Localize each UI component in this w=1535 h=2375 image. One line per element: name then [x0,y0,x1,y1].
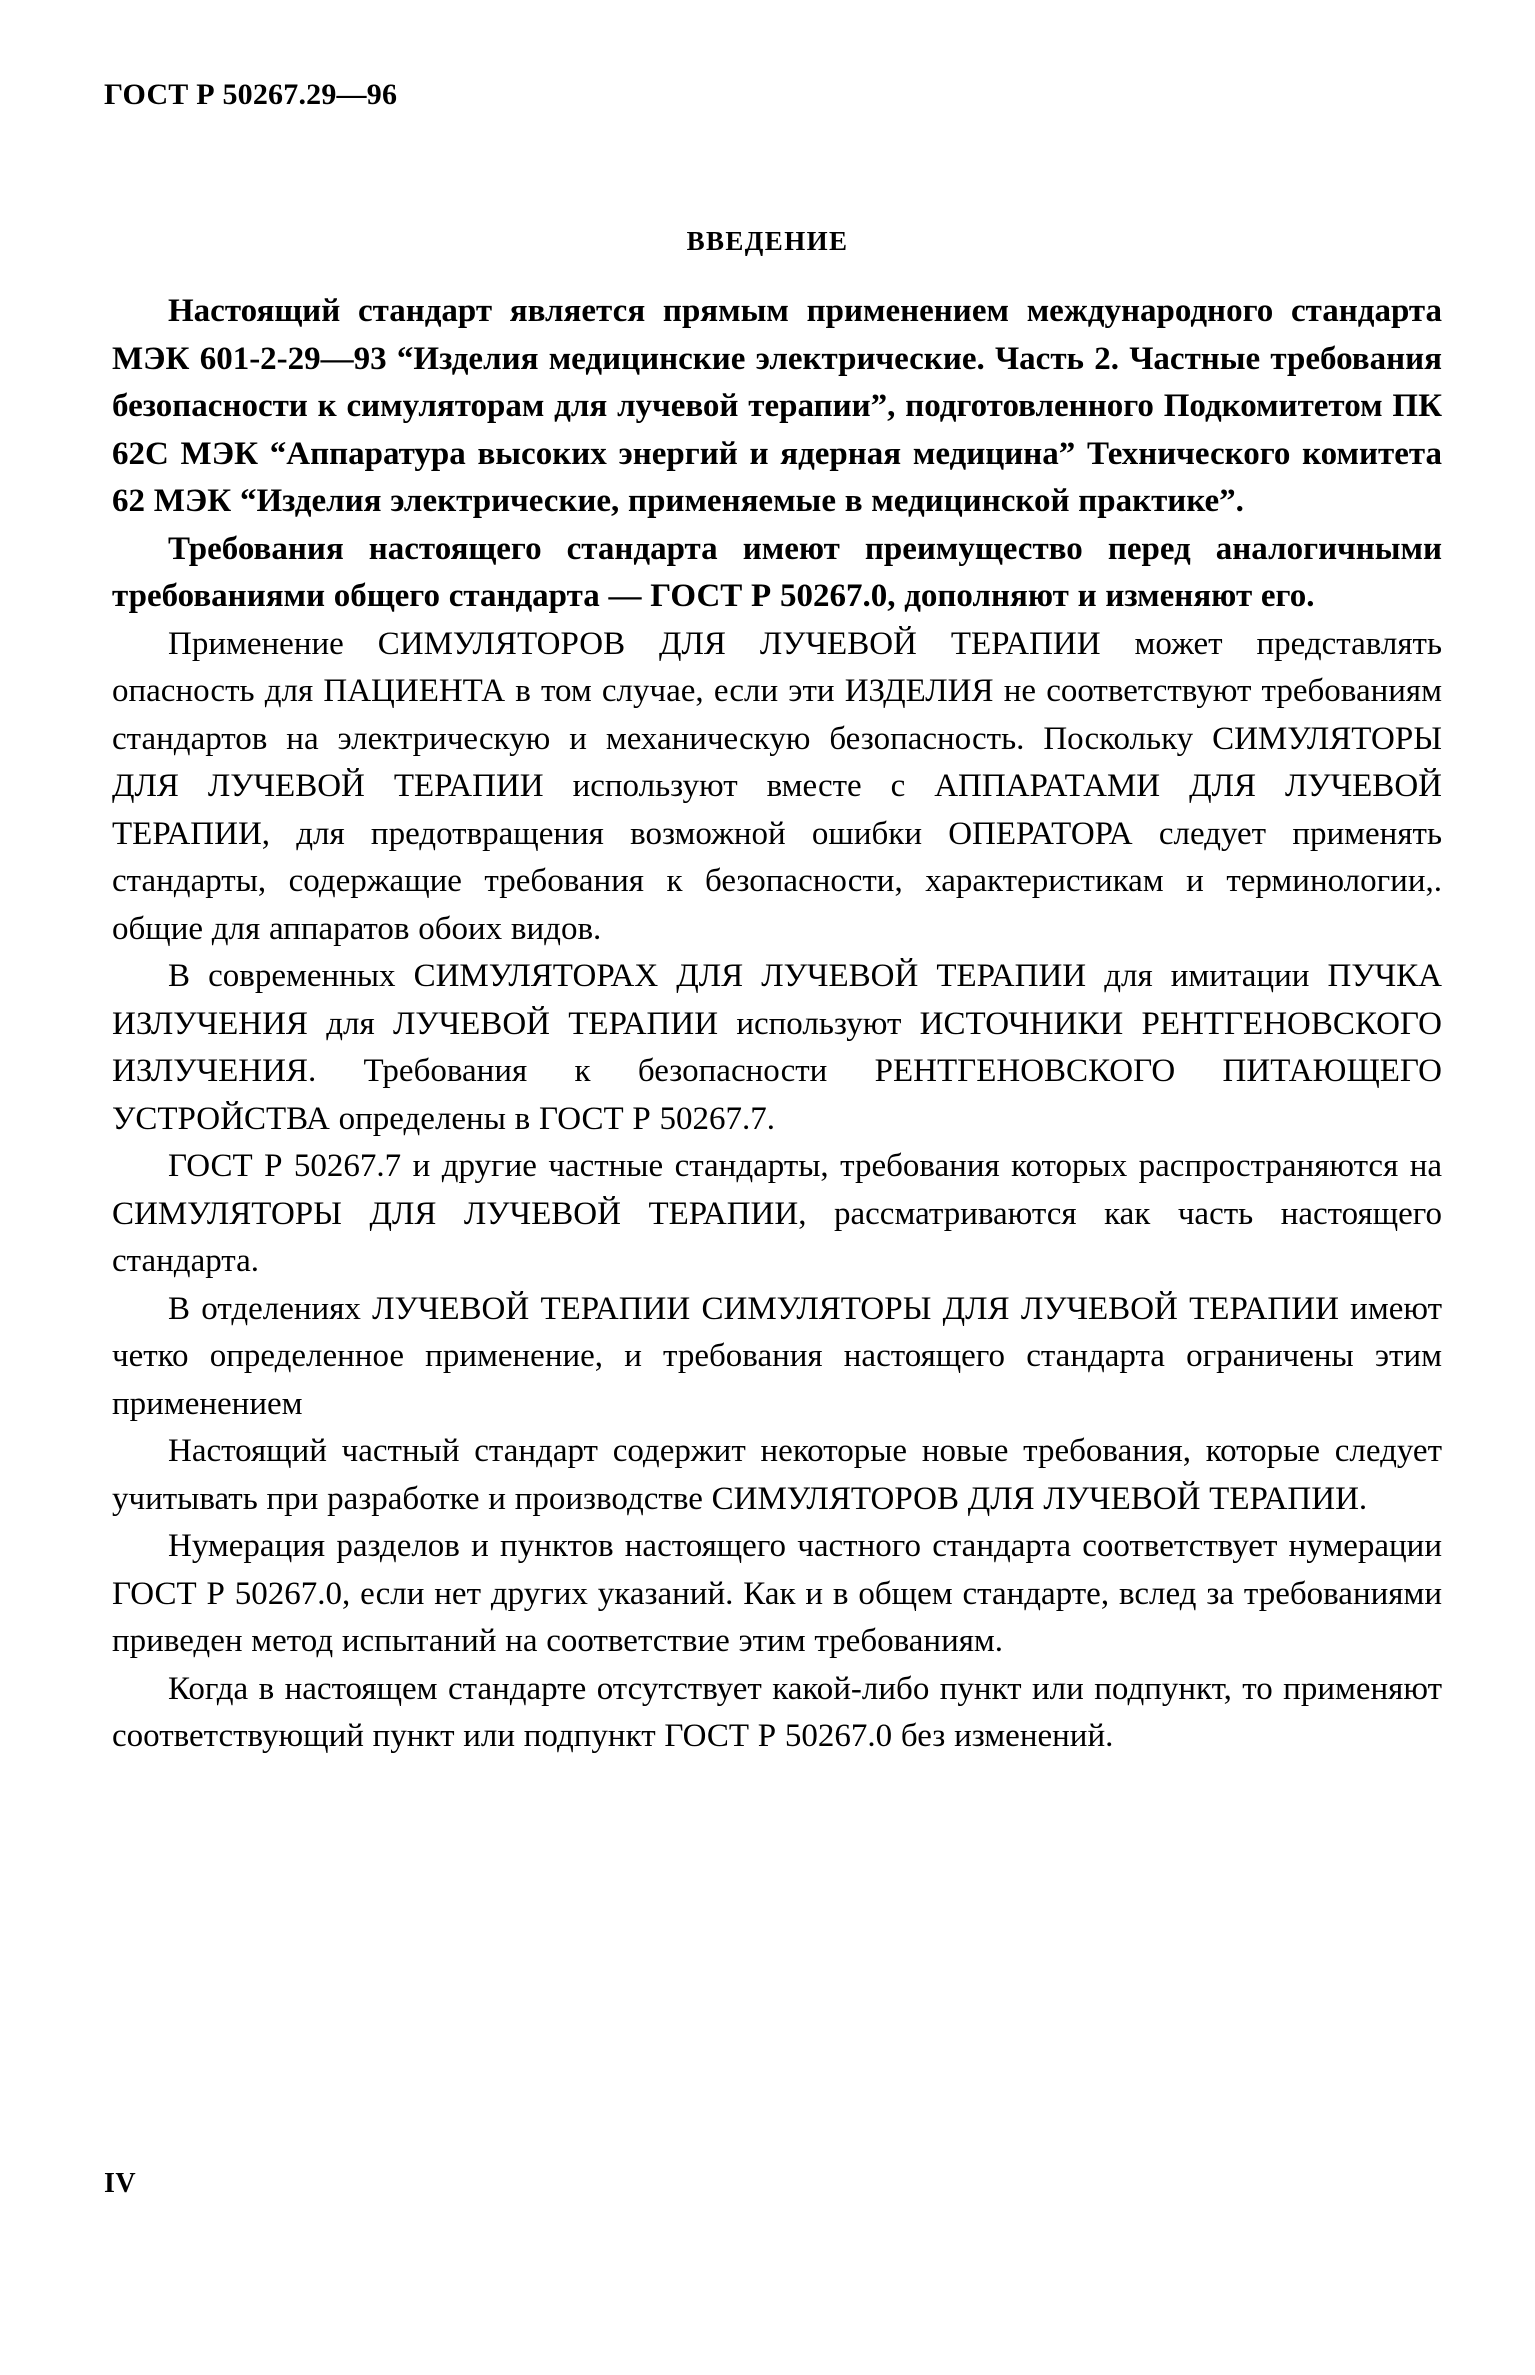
paragraph: Когда в настоящем стандарте отсутствует какой-либо пункт или подпункт, то применяют соответствующий пункт или подпункт ГОСТ Р 50267.0 без изменений. [112,1670,1442,1754]
paragraph: Требования настоящего стандарта имеют преимущество перед аналогичными требованиями общего стандарта — ГОСТ Р 50267.0, дополняют и изменяют его. [112,530,1442,614]
page-number: IV [104,2168,137,2199]
running-header-standard-code: ГОСТ Р 50267.29—96 [104,78,398,111]
paragraph: Применение СИМУЛЯТОРОВ ДЛЯ ЛУЧЕВОЙ ТЕРАПИИ может представлять опасность для ПАЦИЕНТА в том случае, если эти ИЗДЕЛИЯ не соответствуют требованиям стандартов на электрическую и механическую безопасность. Поскольку СИМУЛЯТОРЫ ДЛЯ ЛУЧЕВОЙ ТЕРАПИИ используют вместе с АППАРАТАМИ ДЛЯ ЛУЧЕВОЙ ТЕРАПИИ, для предотвращения возможной ошибки ОПЕРАТОРА следует применять стандарты, содержащие требования к безопасности, характеристикам и терминологии,. общие для аппаратов обоих видов. [112,625,1442,947]
paragraph: Настоящий стандарт является прямым применением международного стандарта МЭК 601-2-29—93 “Изделия медицинские электрические. Часть 2. Частные требования безопасности к симуляторам для лучевой терапии”, подготовленного Подкомитетом ПК 62С МЭК “Аппаратура высоких энергий и ядерная медицина” Технического комитета 62 МЭК “Изделия электрические, применяемые в медицинской практике”. [112,293,1442,519]
paragraph: ГОСТ Р 50267.7 и другие частные стандарты, требования которых распространяются на СИМУЛЯТОРЫ ДЛЯ ЛУЧЕВОЙ ТЕРАПИИ, рассматриваются как часть настоящего стандарта. [112,1148,1442,1279]
paragraph: Настоящий частный стандарт содержит некоторые новые требования, которые следует учитывать при разработке и производстве СИМУЛЯТОРОВ ДЛЯ ЛУЧЕВОЙ ТЕРАПИИ. [112,1433,1442,1517]
paragraph: В отделениях ЛУЧЕВОЙ ТЕРАПИИ СИМУЛЯТОРЫ ДЛЯ ЛУЧЕВОЙ ТЕРАПИИ имеют четко определенное применение, и требования настоящего стандарта ограничены этим применением [112,1290,1442,1422]
page-title: ВВЕДЕНИЕ [686,226,849,257]
paragraph: В современных СИМУЛЯТОРАХ ДЛЯ ЛУЧЕВОЙ ТЕРАПИИ для имитации ПУЧКА ИЗЛУЧЕНИЯ для ЛУЧЕВОЙ ТЕРАПИИ используют ИСТОЧНИКИ РЕНТГЕНОВСКОГО ИЗЛУЧЕНИЯ. Требования к безопасности РЕНТГЕНОВСКОГО ПИТАЮЩЕГО УСТРОЙСТВА определены в ГОСТ Р 50267.7. [112,958,1442,1137]
paragraph: Нумерация разделов и пунктов настоящего частного стандарта соответствует нумерации ГОСТ Р 50267.0, если нет других указаний. Как и в общем стандарте, вслед за требованиями приведен метод испытаний на соответствие этим требованиям. [112,1528,1442,1659]
body-text [112,288,1442,1761]
